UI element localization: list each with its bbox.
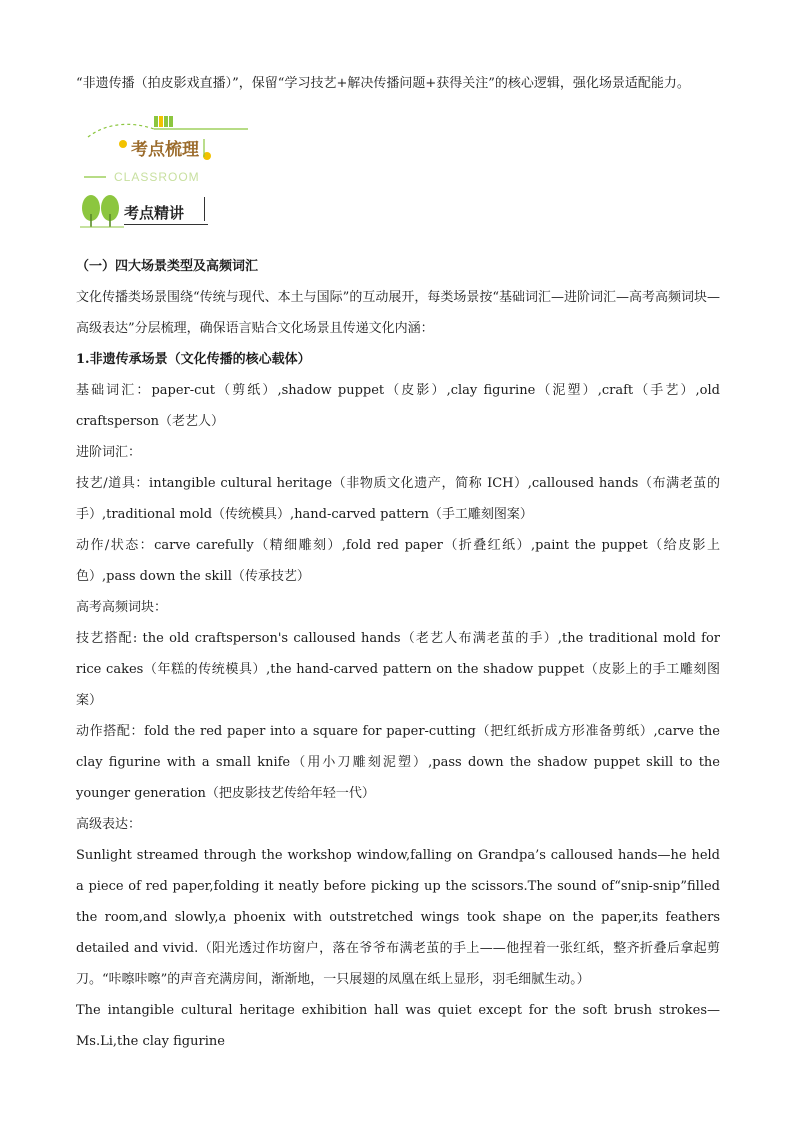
banner-title: 考点梳理 [131,140,199,160]
subheading-block [76,191,720,243]
expression-label: 高级表达： [76,817,142,832]
expression-paragraph-1: Sunlight streamed through the workshop window,falling on Grandpa’s calloused hands—he held a piece of red paper,folding it neatly before picking up the scissors.The sound of“snip-snip”filled the room,and slowly,a phoenix with outstretched wings took shape on the paper,its feathers detailed and vivid.（阳光透过作坊窗户，落在爷爷布满老茧的手上——他捏着一张红纸，整齐折叠后拿起剪刀。“咔嚓咔嚓”的声音充满房间，渐渐地，一只展翅的凤凰在纸上显形，羽毛细腻生动。） [76,848,720,987]
classroom-banner [76,111,720,191]
section-intro: 文化传播类场景围绕“传统与现代、本土与国际”的互动展开，每类场景按“基础词汇—进阶词汇—高考高频词块—高级表达”分层梳理，确保语言贴合文化场景且传递文化内涵： [76,290,720,336]
scene-title: 1.非遗传承场景（文化传播的核心载体） [76,352,311,367]
subheading-bar [204,197,205,221]
section-title: （一）四大场景类型及高频词汇 [76,259,259,274]
expression-paragraph-2: The intangible cultural heritage exhibition hall was quiet except for the soft brush strokes—Ms.Li,the clay figurine [76,1003,720,1049]
intro-paragraph: “非遗传播（拍皮影戏直播）”，保留“学习技艺+解决传播问题+获得关注”的核心逻辑，强化场景适配能力。 [76,76,690,91]
section-content [76,251,720,1057]
skill-collocations: 技艺搭配: the old craftsperson's calloused hands（老艺人布满老茧的手）,the traditional mold for rice cakes（年糕的传统模具）,the hand-carved pattern on the shadow puppet（皮影上的手工雕刻图案） [76,631,720,708]
gaokao-label: 高考高频词块： [76,600,168,615]
basic-vocab: 基础词汇：paper-cut（剪纸）,shadow puppet（皮影）,clay figurine（泥塑）,craft（手艺）,old craftsperson（老艺人） [76,383,720,429]
advanced-label: 进阶词汇： [76,445,142,460]
banner-subtitle: CLASSROOM [114,170,200,184]
skills-tools: 技艺/道具：intangible cultural heritage（非物质文化遗产，简称 ICH）,calloused hands（布满老茧的手）,traditional mold（传统模具）,hand-carved pattern（手工雕刻图案） [76,476,720,522]
action-collocations: 动作搭配：fold the red paper into a square for paper-cutting（把红纸折成方形准备剪纸）,carve the clay figurine with a small knife（用小刀雕刻泥塑）,pass down the shadow puppet skill to the younger generation（把皮影技艺传给年轻一代） [76,724,720,801]
subheading-title: 考点精讲 [124,204,185,222]
actions-states: 动作/状态：carve carefully（精细雕刻）,fold red paper（折叠红纸）,paint the puppet（给皮影上色）,pass down the skill（传承技艺） [76,538,720,584]
document-page [76,68,720,1057]
subheading-underline [124,224,208,225]
